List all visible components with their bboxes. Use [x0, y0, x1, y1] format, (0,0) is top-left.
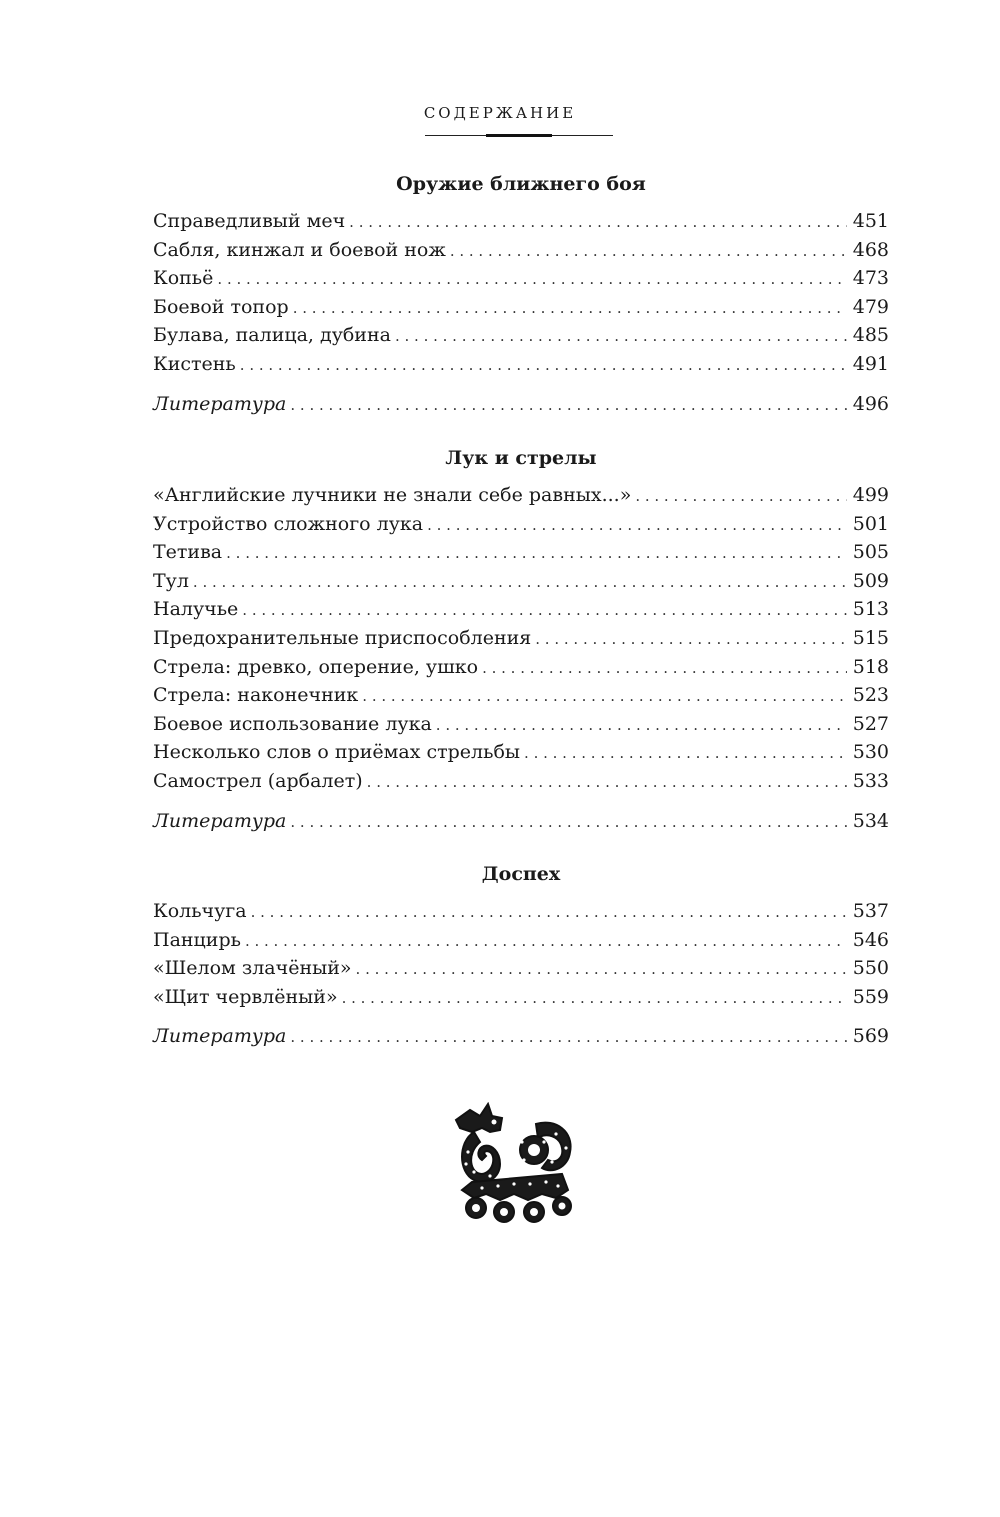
entry-page: 530: [852, 741, 889, 764]
entry-page: 569: [852, 1025, 889, 1048]
entry-page: 496: [852, 392, 889, 415]
entry-label: Булава, палица, дубина: [153, 324, 391, 347]
entry-page: 515: [852, 626, 889, 649]
toc-entry[interactable]: [153, 738, 889, 767]
toc-entry[interactable]: [153, 264, 889, 293]
toc-entry[interactable]: [153, 681, 889, 710]
section-title: Оружие ближнего боя: [396, 173, 646, 195]
entry-label: Устройство сложного лука: [153, 512, 424, 535]
toc-entry[interactable]: [153, 567, 889, 596]
leader-dots: [245, 927, 847, 956]
entry-page: 468: [852, 238, 889, 261]
leader-dots: [217, 265, 846, 294]
entry-label: «Шелом злачёный»: [153, 957, 352, 980]
entry-page: 485: [852, 324, 889, 347]
entry-page: 505: [852, 541, 889, 564]
leader-dots: [349, 208, 847, 237]
leader-dots: [395, 322, 847, 351]
entry-label: Стрела: древко, оперение, ушко: [153, 655, 479, 678]
entry-page: 451: [852, 210, 889, 232]
page-header: СОДЕРЖАНИЕ: [423, 104, 577, 122]
leader-dots: [251, 898, 847, 927]
toc-entry[interactable]: [153, 954, 889, 983]
entry-page: 479: [852, 295, 889, 318]
toc-entry[interactable]: [153, 350, 889, 379]
toc-section-melee: [153, 170, 889, 418]
entry-label: Литература: [153, 392, 287, 415]
leader-dots: [290, 1023, 846, 1052]
entry-page: 473: [852, 267, 889, 290]
toc-section-armor: [153, 860, 889, 1051]
section-title: Доспех: [481, 863, 561, 885]
entry-label: Кольчуга: [153, 900, 247, 922]
leader-dots: [362, 682, 846, 711]
leader-dots: [436, 711, 847, 740]
entry-label: Сабля, кинжал и боевой нож: [153, 238, 446, 261]
entry-page: 550: [852, 957, 889, 980]
entry-page: 513: [852, 598, 889, 621]
entry-page: 534: [852, 809, 889, 832]
toc-entry[interactable]: [153, 897, 889, 926]
leader-dots: [482, 654, 847, 683]
section-title: Лук и стрелы: [445, 447, 597, 469]
entry-label: Предохранительные приспособления: [153, 626, 532, 649]
entry-label: «Английские лучники не знали себе равных...»: [153, 484, 632, 506]
leader-dots: [242, 596, 846, 625]
entry-page: 523: [852, 684, 889, 707]
toc-entry[interactable]: [153, 207, 889, 236]
toc-entry[interactable]: [153, 624, 889, 653]
leader-dots: [293, 294, 847, 323]
entry-label: Стрела: наконечник: [153, 684, 359, 707]
leader-dots: [226, 539, 847, 568]
toc-entry[interactable]: [153, 321, 889, 350]
toc-entry[interactable]: [153, 710, 889, 739]
toc-entry[interactable]: [153, 236, 889, 265]
entry-label: Боевой топор: [153, 295, 289, 318]
leader-dots: [427, 511, 847, 540]
toc-entry[interactable]: [153, 653, 889, 682]
toc-entry[interactable]: [153, 481, 889, 510]
toc-entry[interactable]: [153, 926, 889, 955]
leader-dots: [290, 391, 846, 420]
toc-section-bow: [153, 444, 889, 835]
leader-dots: [450, 237, 847, 266]
entry-label: Кистень: [153, 352, 236, 375]
entry-label: Самострел (арбалет): [153, 769, 363, 792]
leader-dots: [290, 808, 846, 837]
entry-label: Литература: [153, 1025, 287, 1048]
entry-page: 537: [852, 900, 889, 922]
toc-entry-literature[interactable]: [153, 807, 889, 836]
entry-page: 533: [852, 769, 889, 792]
entry-label: Справедливый меч: [153, 210, 346, 232]
entry-page: 499: [852, 484, 889, 506]
toc-entry[interactable]: [153, 510, 889, 539]
leader-dots: [193, 568, 847, 597]
entry-page: 559: [852, 985, 889, 1008]
beast-ornament-icon: [452, 1102, 578, 1224]
entry-page: 509: [852, 569, 889, 592]
entry-page: 501: [852, 512, 889, 535]
entry-page: 518: [852, 655, 889, 678]
entry-label: Несколько слов о приёмах стрельбы: [153, 741, 521, 764]
entry-page: 546: [852, 928, 889, 951]
toc-entry[interactable]: [153, 293, 889, 322]
toc-entry[interactable]: [153, 595, 889, 624]
toc-entry[interactable]: [153, 983, 889, 1012]
entry-label: Тетива: [153, 541, 223, 564]
leader-dots: [524, 739, 847, 768]
entry-label: Литература: [153, 809, 287, 832]
entry-label: Налучье: [153, 598, 239, 621]
entry-label: Тул: [153, 569, 189, 592]
leader-dots: [356, 955, 847, 984]
toc-entry[interactable]: [153, 538, 889, 567]
toc-entry[interactable]: [153, 767, 889, 796]
entry-label: «Щит червлёный»: [153, 985, 338, 1008]
entry-page: 491: [852, 352, 889, 375]
leader-dots: [367, 768, 847, 797]
entry-page: 527: [852, 712, 889, 735]
leader-dots: [342, 984, 847, 1013]
entry-label: Панцирь: [153, 928, 241, 951]
entry-label: Боевое использование лука: [153, 712, 432, 735]
header-rule-accent: [486, 134, 552, 137]
leader-dots: [240, 351, 847, 380]
entry-label: Копьё: [153, 267, 214, 290]
toc-entry-literature[interactable]: [153, 390, 889, 419]
leader-dots: [535, 625, 846, 654]
leader-dots: [635, 482, 846, 511]
toc-entry-literature[interactable]: [153, 1022, 889, 1051]
